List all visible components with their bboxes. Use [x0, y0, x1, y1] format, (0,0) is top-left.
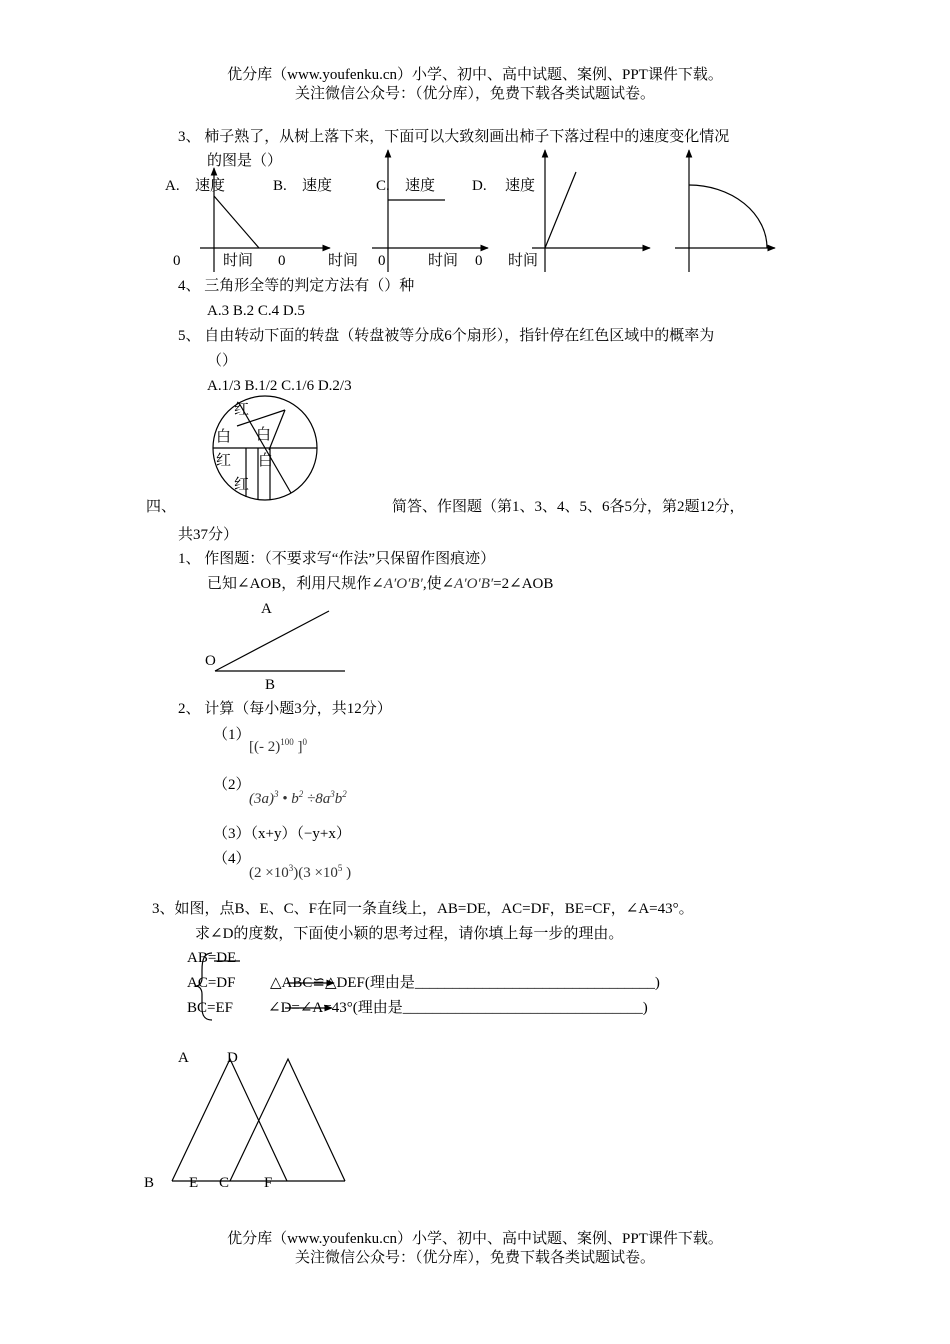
q3-b-time-label: 时间: [328, 253, 359, 269]
p2-e4-exp-2: 5: [337, 863, 343, 873]
p1-stem: 1、 作图题：（不要求写“作法”只保留作图痕迹）: [178, 551, 496, 567]
p2-e1-exponent: 100: [280, 737, 294, 747]
graph-c-curve: [545, 172, 576, 248]
p2-e1-close: ]: [293, 739, 303, 755]
two-triangles-figure: [172, 1059, 345, 1181]
q4-options: A.3 B.2 C.4 D.5: [207, 303, 305, 319]
spinner-label-white-2: 白: [256, 427, 272, 443]
conditions-brace: [196, 953, 212, 1020]
speed-time-graph-a: [200, 168, 333, 272]
p1-known-tail: =2∠AOB: [493, 576, 554, 592]
speed-time-graph-b: [372, 150, 488, 272]
p2-e2-exp-2: 2: [298, 789, 304, 799]
q3-option-d: D.: [472, 178, 487, 194]
p3-label-e: E: [189, 1175, 199, 1191]
p2-e2-c: ÷8a: [303, 791, 331, 807]
p2-e2-exp-4: 2: [342, 789, 347, 799]
header-line-1: 优分库（www.youfenku.cn）小学、初中、高中试题、案例、PPT课件下载。: [227, 67, 723, 83]
footer-line-1: 优分库（www.youfenku.cn）小学、初中、高中试题、案例、PPT课件下载。: [227, 1231, 723, 1247]
p3-label-c: C: [219, 1175, 230, 1191]
p2-item-2-index: （2）: [213, 777, 251, 793]
section-4-number: 四、: [146, 499, 177, 515]
q3-b-speed-label: 速度: [302, 178, 333, 194]
section-4-title: 简答、作图题（第1、3、4、5、6各5分，第2题12分，: [392, 499, 745, 515]
graph-d-curve: [689, 185, 767, 248]
p3-label-d: D: [227, 1050, 238, 1066]
p3-label-a: A: [178, 1050, 189, 1066]
spinner-label-red-2: 红: [216, 453, 232, 469]
p3-stem: 3、如图，点B、E、C、F在同一条直线上，AB=DE，AC=DF，BE=CF，∠A=43°。: [152, 901, 694, 917]
q3-a-speed-label: 速度: [195, 178, 226, 194]
spinner-label-red-3: 红: [234, 477, 250, 493]
p1-label-o: O: [205, 653, 216, 669]
q3-d-time-label: 时间: [508, 253, 539, 269]
p3-condition-1: AB=DE: [187, 950, 237, 966]
q4-stem: 4、 三角形全等的判定方法有（）种: [178, 278, 415, 294]
spinner-label-red-1: 红: [234, 402, 250, 418]
q3-d-speed-label: 速度: [505, 178, 536, 194]
ray-oa: [215, 611, 329, 671]
q3-option-b: B.: [273, 178, 287, 194]
p3-reason-1: △ABC≌△DEF(理由是________________________________): [270, 975, 660, 991]
p2-item-3: （3）（x+y）（−y+x）: [213, 826, 351, 842]
p1-known-prefix: 已知∠AOB，利用尺规作∠: [207, 576, 384, 592]
spinner-pointer-2: [269, 410, 285, 450]
q5-stem-2: （）: [207, 353, 238, 369]
p1-angle-symbol-2: A′O′B′: [454, 576, 494, 592]
q3-stem: 3、 柿子熟了，从树上落下来，下面可以大致刻画出柿子下落过程中的速度变化情况: [178, 129, 730, 145]
spinner-label-white-3: 白: [258, 453, 274, 469]
p3-reason-2: ∠D=∠A=43°(理由是________________________________): [268, 1000, 648, 1016]
q3-c-origin: 0: [378, 253, 386, 269]
q3-option-c: C.: [376, 178, 390, 194]
spinner-wheel: [213, 396, 317, 500]
q3-d-origin: 0: [475, 253, 483, 269]
p2-stem: 2、 计算（每小题3分，共12分）: [178, 701, 392, 717]
p2-e4-c: ): [342, 865, 352, 881]
triangle-abc: [172, 1059, 287, 1181]
p2-e2-exp-1: 3: [274, 789, 279, 799]
p2-e4-b: )(3 ×10: [293, 865, 338, 881]
p2-e2-d: b: [334, 791, 343, 807]
spinner-label-white-1: 白: [216, 429, 232, 445]
p2-e1-base: [(- 2): [249, 739, 281, 755]
speed-time-graph-c: [532, 150, 650, 272]
p1-known-mid: ,使∠: [422, 576, 455, 592]
p2-e1-exponent-2: 0: [302, 737, 307, 747]
q3-c-speed-label: 速度: [405, 178, 436, 194]
section-4-title-2: 共37分）: [178, 527, 239, 543]
p2-e4-exp-1: 3: [288, 863, 294, 873]
p2-e4-a: (2 ×10: [249, 865, 289, 881]
q3-a-time-label: 时间: [223, 253, 254, 269]
q3-a-origin: 0: [173, 253, 181, 269]
q3-option-a: A.: [165, 178, 180, 194]
p3-label-f: F: [264, 1175, 273, 1191]
p2-item-1-index: （1）: [213, 727, 251, 743]
graph-a-curve: [214, 196, 259, 248]
p3-stem-2: 求∠D的度数，下面使小颖的思考过程，请你填上每一步的理由。: [195, 926, 624, 942]
speed-time-graph-d: [675, 150, 775, 272]
p2-item-4-index: （4）: [213, 851, 251, 867]
footer-line-2: 关注微信公众号：（优分库），免费下载各类试题试卷。: [294, 1250, 655, 1266]
header-line-2: 关注微信公众号：（优分库），免费下载各类试题试卷。: [294, 86, 655, 102]
p3-condition-2: AC=DF: [187, 975, 236, 991]
p3-label-b: B: [144, 1175, 155, 1191]
p2-e2-a: (3a): [249, 791, 274, 807]
q5-options: A.1/3 B.1/2 C.1/6 D.2/3: [207, 378, 352, 394]
p2-e2-exp-3: 3: [330, 789, 335, 799]
q5-stem: 5、 自由转动下面的转盘（转盘被等分成6个扇形），指针停在红色区域中的概率为: [178, 328, 715, 344]
angle-aob-figure: [215, 611, 345, 671]
p1-label-b: B: [265, 677, 276, 693]
p1-angle-symbol-1: A′O′B′: [383, 576, 423, 592]
q3-b-origin: 0: [278, 253, 286, 269]
p1-label-a: A: [261, 601, 272, 617]
q3-stem-2: 的图是（）: [207, 153, 283, 169]
triangle-def: [230, 1059, 345, 1181]
p2-e2-b: • b: [278, 791, 299, 807]
q3-c-time-label: 时间: [428, 253, 459, 269]
p3-condition-3: BC=EF: [187, 1000, 233, 1016]
